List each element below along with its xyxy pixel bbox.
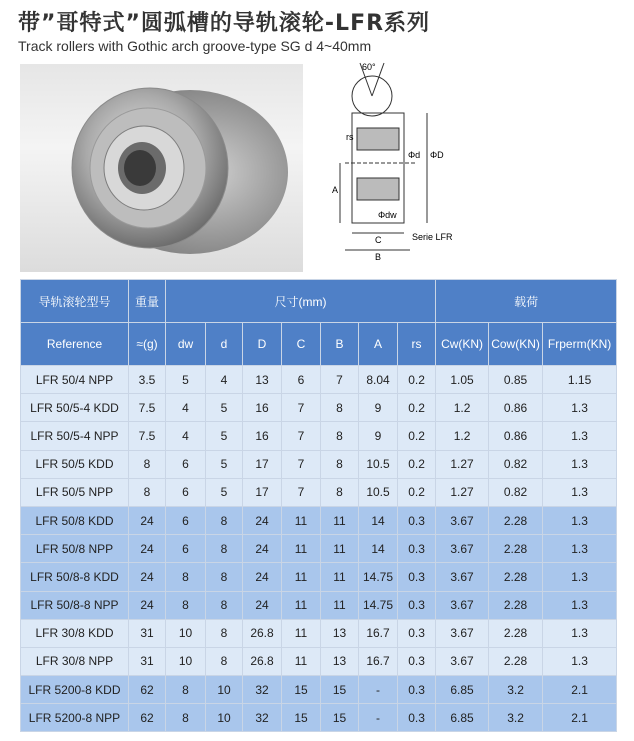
table-cell: 6 (166, 450, 206, 478)
table-cell: 1.27 (436, 478, 489, 506)
table-cell: 24 (129, 535, 166, 563)
table-cell: 8 (206, 591, 243, 619)
table-cell: 7.5 (129, 394, 166, 422)
table-row (21, 450, 617, 478)
table-cell: 9 (359, 394, 398, 422)
table-cell: 3.67 (436, 535, 489, 563)
table-cell: 0.82 (489, 478, 543, 506)
outer-d-label: ΦD (430, 150, 444, 160)
table-cell: 15 (321, 676, 359, 704)
table-cell: 32 (243, 704, 282, 732)
table-cell: 11 (321, 535, 359, 563)
col-cow: Cow(KN) (489, 323, 543, 366)
table-cell: 8 (206, 506, 243, 534)
table-cell: 1.3 (543, 647, 617, 675)
table-cell: 1.3 (543, 506, 617, 534)
table-cell: 11 (282, 506, 321, 534)
table-cell: 11 (321, 506, 359, 534)
header-model: 导轨滚轮型号 (21, 280, 129, 323)
technical-drawing (320, 58, 470, 273)
table-cell: 8 (321, 450, 359, 478)
table-cell: 1.3 (543, 619, 617, 647)
table-cell: 8 (166, 676, 206, 704)
table-cell-reference: LFR 50/5 KDD (21, 450, 129, 478)
col-B: B (321, 323, 359, 366)
table-cell: 32 (243, 676, 282, 704)
table-cell: 6.85 (436, 704, 489, 732)
table-cell: 0.2 (398, 366, 436, 394)
table-cell-reference: LFR 5200-8 KDD (21, 676, 129, 704)
table-cell: 24 (129, 563, 166, 591)
table-cell: 15 (282, 704, 321, 732)
col-rs: rs (398, 323, 436, 366)
col-A: A (359, 323, 398, 366)
table-cell: 0.2 (398, 478, 436, 506)
table-cell: 1.3 (543, 394, 617, 422)
table-cell: 3.67 (436, 647, 489, 675)
table-cell: 10 (206, 704, 243, 732)
table-cell: 10.5 (359, 478, 398, 506)
table-cell: 24 (129, 506, 166, 534)
table-cell: 13 (321, 619, 359, 647)
table-cell: 8 (321, 394, 359, 422)
table-row (21, 478, 617, 506)
product-photo (20, 64, 303, 272)
table-cell: 7.5 (129, 422, 166, 450)
table-cell: 10 (166, 619, 206, 647)
table-cell: 0.2 (398, 450, 436, 478)
table-cell: 26.8 (243, 647, 282, 675)
table-cell: - (359, 676, 398, 704)
table-cell: 10 (166, 647, 206, 675)
table-cell: 6.85 (436, 676, 489, 704)
table-row (21, 366, 617, 394)
table-cell: 6 (166, 478, 206, 506)
table-row (21, 563, 617, 591)
table-cell: 8.04 (359, 366, 398, 394)
table-cell: 8 (129, 478, 166, 506)
a-dim-label: A (332, 185, 339, 195)
table-row (21, 619, 617, 647)
table-row (21, 535, 617, 563)
table-cell: 7 (282, 478, 321, 506)
table-cell: 3.67 (436, 591, 489, 619)
table-cell: 5 (206, 478, 243, 506)
table-cell: 0.86 (489, 394, 543, 422)
table-cell: 8 (321, 478, 359, 506)
table-cell: 62 (129, 704, 166, 732)
table-cell: 8 (166, 704, 206, 732)
table-cell: 14.75 (359, 591, 398, 619)
table-cell: 1.3 (543, 591, 617, 619)
table-cell: 10.5 (359, 450, 398, 478)
table-cell: 3.2 (489, 704, 543, 732)
table-cell: 1.05 (436, 366, 489, 394)
table-cell: 11 (321, 591, 359, 619)
table-cell: 4 (166, 422, 206, 450)
table-cell-reference: LFR 50/8-8 NPP (21, 591, 129, 619)
table-cell: 0.86 (489, 422, 543, 450)
spec-table-body (21, 366, 617, 732)
col-cw: Cw(KN) (436, 323, 489, 366)
table-cell: 2.28 (489, 506, 543, 534)
bore-d-label: Φd (408, 150, 421, 160)
table-cell: 0.3 (398, 535, 436, 563)
page-title: 带”哥特式”圆弧槽的导轨滚轮-LFR系列 (18, 11, 431, 36)
table-cell: 14.75 (359, 563, 398, 591)
table-cell: 5 (206, 394, 243, 422)
table-cell: 24 (243, 591, 282, 619)
table-cell: 0.3 (398, 676, 436, 704)
col-reference: Reference (21, 323, 129, 366)
table-cell: 2.28 (489, 535, 543, 563)
table-cell: 31 (129, 647, 166, 675)
col-D: D (243, 323, 282, 366)
table-row (21, 591, 617, 619)
table-cell: 10 (206, 676, 243, 704)
table-cell: 4 (166, 394, 206, 422)
table-cell: 5 (206, 450, 243, 478)
table-cell: 26.8 (243, 619, 282, 647)
header-dimensions: 尺寸(mm) (166, 280, 436, 323)
table-cell: 17 (243, 450, 282, 478)
table-cell: 1.2 (436, 394, 489, 422)
table-cell: 1.15 (543, 366, 617, 394)
table-row (21, 506, 617, 534)
table-cell: 11 (282, 591, 321, 619)
table-cell-reference: LFR 50/8 NPP (21, 535, 129, 563)
table-cell: 1.3 (543, 535, 617, 563)
table-cell: 5 (166, 366, 206, 394)
table-row (21, 704, 617, 732)
table-cell: 8 (206, 563, 243, 591)
table-cell: 6 (282, 366, 321, 394)
spec-table (20, 279, 617, 732)
table-cell-reference: LFR 50/5 NPP (21, 478, 129, 506)
table-cell: 8 (321, 422, 359, 450)
table-cell: 13 (243, 366, 282, 394)
table-cell: 3.5 (129, 366, 166, 394)
table-cell-reference: LFR 50/8 KDD (21, 506, 129, 534)
table-cell: 16.7 (359, 647, 398, 675)
table-cell: 2.28 (489, 591, 543, 619)
table-row (21, 647, 617, 675)
table-row (21, 676, 617, 704)
c-dim-label: C (375, 235, 382, 245)
track-roller-image (20, 64, 303, 272)
table-cell: 1.3 (543, 478, 617, 506)
table-cell: 8 (166, 591, 206, 619)
table-cell: 24 (243, 535, 282, 563)
table-cell: 15 (321, 704, 359, 732)
table-cell: 1.3 (543, 450, 617, 478)
table-cell: 0.3 (398, 591, 436, 619)
table-cell: 17 (243, 478, 282, 506)
table-cell: 0.3 (398, 619, 436, 647)
table-cell: 0.85 (489, 366, 543, 394)
header-load: 载荷 (436, 280, 617, 323)
table-cell: 7 (282, 422, 321, 450)
column-header-row (21, 323, 617, 366)
table-cell: 16 (243, 422, 282, 450)
col-weight: ≈(g) (129, 323, 166, 366)
table-cell: 62 (129, 676, 166, 704)
table-cell: 5 (206, 422, 243, 450)
table-cell: 6 (166, 535, 206, 563)
table-cell: 0.3 (398, 563, 436, 591)
table-cell: 24 (243, 563, 282, 591)
table-cell: 11 (282, 563, 321, 591)
table-cell: 0.3 (398, 647, 436, 675)
table-cell: 31 (129, 619, 166, 647)
table-cell: 7 (321, 366, 359, 394)
col-dw: dw (166, 323, 206, 366)
table-cell: 16 (243, 394, 282, 422)
table-cell: 3.67 (436, 619, 489, 647)
b-dim-label: B (375, 252, 382, 262)
table-cell: 7 (282, 394, 321, 422)
table-cell: 13 (321, 647, 359, 675)
table-cell: 1.3 (543, 422, 617, 450)
table-cell: 15 (282, 676, 321, 704)
header-weight: 重量 (129, 280, 166, 323)
table-cell: 2.1 (543, 704, 617, 732)
table-cell: 14 (359, 506, 398, 534)
dw-label: Φdw (378, 210, 397, 220)
table-cell: 8 (206, 619, 243, 647)
table-cell: 3.2 (489, 676, 543, 704)
table-cell: 2.28 (489, 647, 543, 675)
table-cell-reference: LFR 50/4 NPP (21, 366, 129, 394)
table-cell-reference: LFR 5200-8 NPP (21, 704, 129, 732)
table-cell: 0.3 (398, 506, 436, 534)
table-row (21, 394, 617, 422)
table-cell: 1.2 (436, 422, 489, 450)
table-cell: 11 (282, 535, 321, 563)
angle-label: 60° (362, 62, 376, 72)
col-C: C (282, 323, 321, 366)
table-cell: 3.67 (436, 506, 489, 534)
table-cell-reference: LFR 50/5-4 KDD (21, 394, 129, 422)
table-cell-reference: LFR 50/5-4 NPP (21, 422, 129, 450)
table-row (21, 422, 617, 450)
table-cell: 11 (282, 619, 321, 647)
table-cell-reference: LFR 50/8-8 KDD (21, 563, 129, 591)
table-cell: 8 (166, 563, 206, 591)
table-cell: 2.28 (489, 619, 543, 647)
series-label: Serie LFR (412, 232, 453, 242)
table-cell: 6 (166, 506, 206, 534)
table-cell: 24 (129, 591, 166, 619)
table-cell: 9 (359, 422, 398, 450)
table-cell: 1.27 (436, 450, 489, 478)
table-cell: 0.2 (398, 422, 436, 450)
table-cell: 11 (321, 563, 359, 591)
table-cell-reference: LFR 30/8 NPP (21, 647, 129, 675)
table-cell: 2.1 (543, 676, 617, 704)
table-cell: 11 (282, 647, 321, 675)
table-cell: 3.67 (436, 563, 489, 591)
col-d: d (206, 323, 243, 366)
table-cell: 0.2 (398, 394, 436, 422)
rs-label: rs (346, 132, 354, 142)
table-cell-reference: LFR 30/8 KDD (21, 619, 129, 647)
table-cell: - (359, 704, 398, 732)
col-frperm: Frperm(KN) (543, 323, 617, 366)
table-cell: 4 (206, 366, 243, 394)
table-cell: 24 (243, 506, 282, 534)
table-cell: 14 (359, 535, 398, 563)
table-cell: 8 (206, 535, 243, 563)
table-cell: 0.82 (489, 450, 543, 478)
page-subtitle: Track rollers with Gothic arch groove-type SG d 4~40mm (18, 38, 372, 54)
table-cell: 0.3 (398, 704, 436, 732)
table-cell: 1.3 (543, 563, 617, 591)
table-cell: 8 (206, 647, 243, 675)
table-cell: 16.7 (359, 619, 398, 647)
table-cell: 8 (129, 450, 166, 478)
table-cell: 2.28 (489, 563, 543, 591)
table-cell: 7 (282, 450, 321, 478)
